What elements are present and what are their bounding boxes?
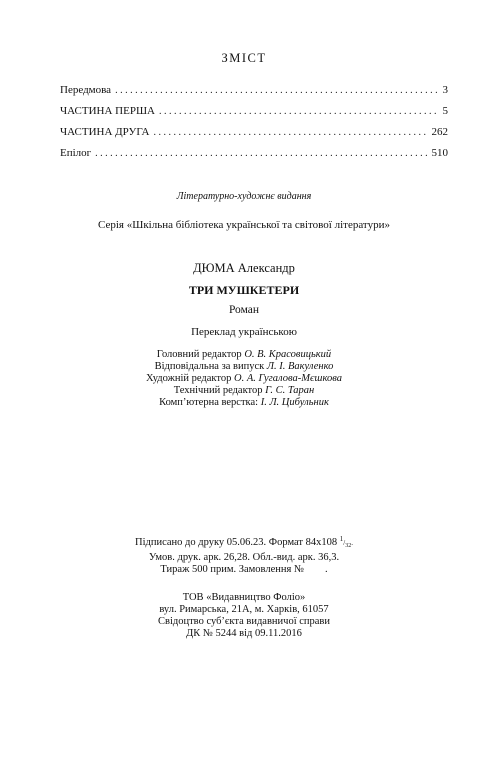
credit-line bbox=[0, 385, 488, 397]
toc-entry-page: 510 bbox=[431, 147, 448, 159]
toc-entry-label: ЧАСТИНА ДРУГА bbox=[60, 126, 150, 138]
credit-role: Головний редактор bbox=[156, 349, 242, 360]
translation-note: Переклад українською bbox=[191, 326, 297, 338]
book-title: ТРИ МУШКЕТЕРИ bbox=[188, 283, 300, 297]
toc-entry-label: Передмова bbox=[60, 84, 112, 96]
editorial-credits bbox=[0, 349, 488, 409]
toc-entry-part-two[interactable] bbox=[60, 126, 448, 147]
toc-entry-label: Епілог bbox=[60, 147, 92, 159]
credit-line bbox=[0, 397, 488, 409]
toc-entry-page: 5 bbox=[442, 105, 448, 117]
toc-leader-dots bbox=[115, 85, 438, 96]
credit-name: О. А. Гугалова-Мєшкова bbox=[233, 373, 342, 384]
credit-name: Г. С. Таран bbox=[265, 385, 315, 396]
toc-leader-dots bbox=[159, 106, 438, 117]
credit-role: Комп’ютерна верстка: bbox=[159, 397, 259, 408]
credit-name: Л. І. Вакуленко bbox=[266, 361, 334, 372]
credit-line bbox=[0, 349, 488, 361]
credit-line bbox=[0, 361, 488, 373]
edition-genre: Літературно-художнє видання bbox=[176, 191, 312, 202]
toc-entry-page: 3 bbox=[442, 84, 448, 96]
book-subtitle: Роман bbox=[228, 304, 260, 316]
publisher-certificate: Свідоцтво суб’єкта видавничої справи bbox=[158, 616, 330, 627]
toc-entry-preface[interactable] bbox=[60, 84, 448, 105]
credit-role: Технічний редактор bbox=[173, 385, 263, 396]
imprint-format-text: Підписано до друку 05.06.23. Формат 84x108 bbox=[135, 537, 338, 548]
book-author: ДЮМА Александр bbox=[193, 261, 295, 275]
fraction-numerator: 1 bbox=[339, 535, 344, 543]
publisher-address: вул. Римарська, 21А, м. Харків, 61057 bbox=[159, 604, 329, 615]
toc-entry-page: 262 bbox=[431, 126, 448, 138]
credit-role: Художній редактор bbox=[146, 373, 232, 384]
fraction-denominator: 32 bbox=[345, 543, 352, 549]
toc-entry-part-one[interactable] bbox=[60, 105, 448, 126]
publisher-name: ТОВ «Видавництво Фоліо» bbox=[182, 592, 306, 603]
book-series: Серія «Шкільна бібліотека української та світової літератури» bbox=[98, 219, 390, 231]
publisher-dk-number: ДК № 5244 від 09.11.2016 bbox=[186, 628, 302, 639]
table-of-contents bbox=[60, 84, 448, 168]
print-imprint bbox=[0, 533, 488, 576]
imprint-line-print-run: Тираж 500 прим. Замовлення № . bbox=[160, 564, 328, 575]
format-fraction: $^1/_{32}$. bbox=[339, 535, 353, 549]
imprint-line-format bbox=[0, 533, 488, 552]
toc-entry-epilogue[interactable] bbox=[60, 147, 448, 168]
credit-role: Відповідальна за випуск bbox=[154, 361, 265, 372]
toc-title: ЗМІСТ bbox=[221, 51, 267, 65]
toc-leader-dots bbox=[153, 127, 427, 138]
publisher-info bbox=[0, 592, 488, 640]
toc-entry-label: ЧАСТИНА ПЕРША bbox=[60, 105, 156, 117]
imprint-line-sheets: Умов. друк. арк. 26,28. Обл.-вид. арк. 36,3. bbox=[148, 552, 340, 563]
credit-name: І. Л. Цибульник bbox=[260, 397, 329, 408]
credit-name: О. В. Красовицький bbox=[244, 349, 332, 360]
credit-line bbox=[0, 373, 488, 385]
toc-leader-dots bbox=[95, 148, 427, 159]
